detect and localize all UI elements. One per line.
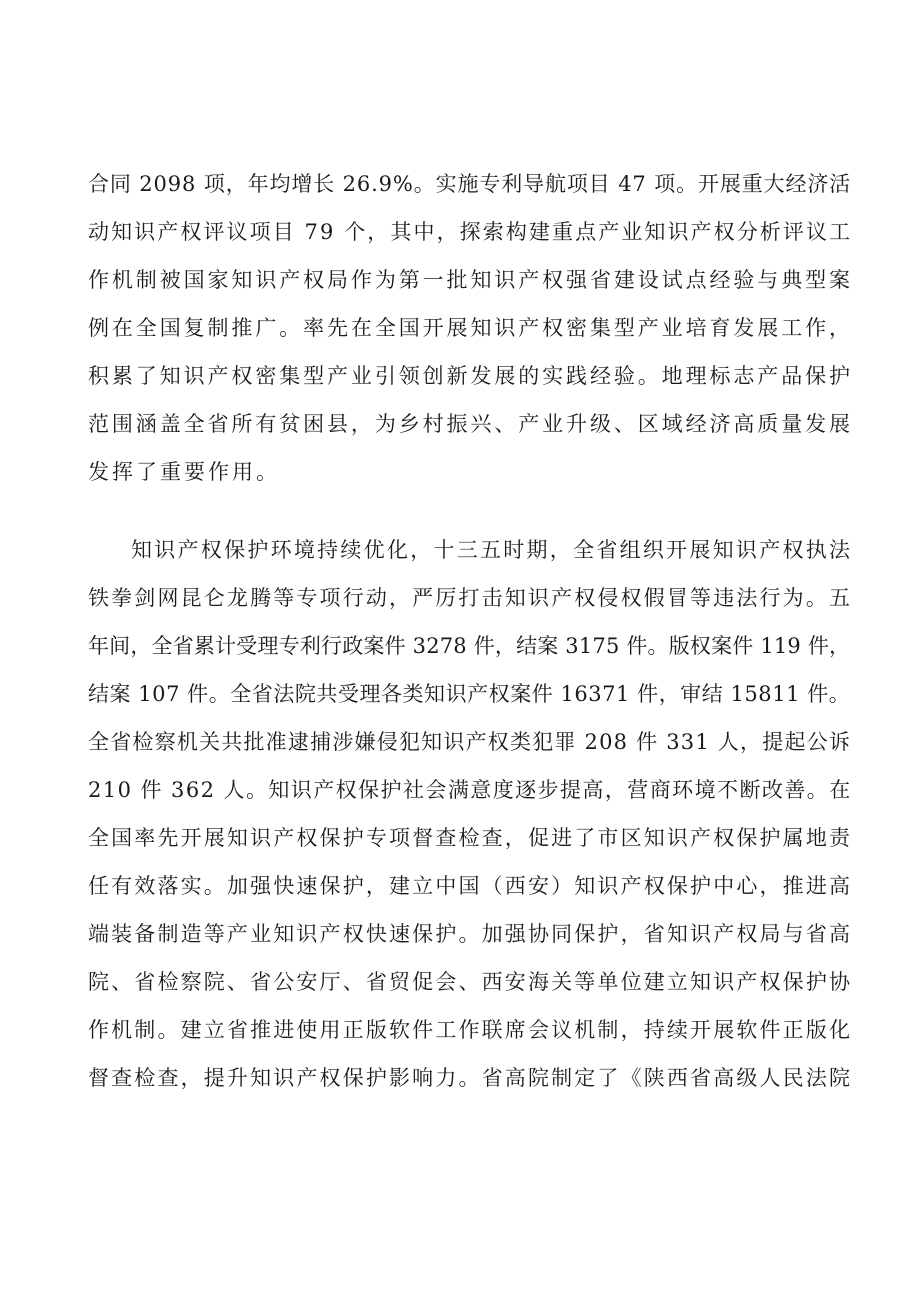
paragraph-1-line-7: 发挥了重要作用。 <box>88 460 280 484</box>
paragraph-2-line-9: 端装备制造等产业知识产权快速保护。加强协同保护，省知识产权局与省高 <box>88 922 853 946</box>
paragraph-2-line-1: 知识产权保护环境持续优化，十三五时期，全省组织开展知识产权执法 <box>131 538 853 562</box>
paragraph-1-line-5: 积累了知识产权密集型产业引领创新发展的实践经验。地理标志产品保护 <box>88 364 853 388</box>
paragraph-2-line-7: 全国率先开展知识产权保护专项督查检查，促进了市区知识产权保护属地责 <box>88 826 853 850</box>
paragraph-1-line-6: 范围涵盖全省所有贫困县，为乡村振兴、产业升级、区域经济高质量发展 <box>88 412 853 436</box>
paragraph-2-line-6: 210 件 362 人。知识产权保护社会满意度逐步提高，营商环境不断改善。在 <box>88 778 852 802</box>
paragraph-2-line-2: 铁拳剑网昆仑龙腾等专项行动，严厉打击知识产权侵权假冒等违法行为。五 <box>88 586 853 610</box>
paragraph-1-line-3: 作机制被国家知识产权局作为第一批知识产权强省建设试点经验与典型案 <box>88 268 853 292</box>
paragraph-2-line-3: 年间，全省累计受理专利行政案件 3278 件，结案 3175 件。版权案件 119 件， <box>88 634 851 658</box>
paragraph-2-line-8: 任有效落实。加强快速保护，建立中国（西安）知识产权保护中心，推进高 <box>88 874 853 898</box>
paragraph-2-line-5: 全省检察机关共批准逮捕涉嫌侵犯知识产权类犯罪 208 件 331 人，提起公诉 <box>88 730 852 754</box>
paragraph-1-line-1: 合同 2098 项，年均增长 26.9%。实施专利导航项目 47 项。开展重大经济活 <box>88 172 852 196</box>
paragraph-1-line-4: 例在全国复制推广。率先在全国开展知识产权密集型产业培育发展工作， <box>88 316 853 340</box>
paragraph-2-line-4: 结案 107 件。全省法院共受理各类知识产权案件 16371 件，审结 15811 件。 <box>88 682 851 706</box>
paragraph-2-line-12: 督查检查，提升知识产权保护影响力。省高院制定了《陕西省高级人民法院 <box>88 1066 853 1090</box>
paragraph-2-line-11: 作机制。建立省推进使用正版软件工作联席会议机制，持续开展软件正版化 <box>88 1018 853 1042</box>
paragraph-1-line-2: 动知识产权评议项目 79 个，其中，探索构建重点产业知识产权分析评议工 <box>88 220 853 244</box>
paragraph-2-line-10: 院、省检察院、省公安厅、省贸促会、西安海关等单位建立知识产权保护协 <box>88 970 853 994</box>
